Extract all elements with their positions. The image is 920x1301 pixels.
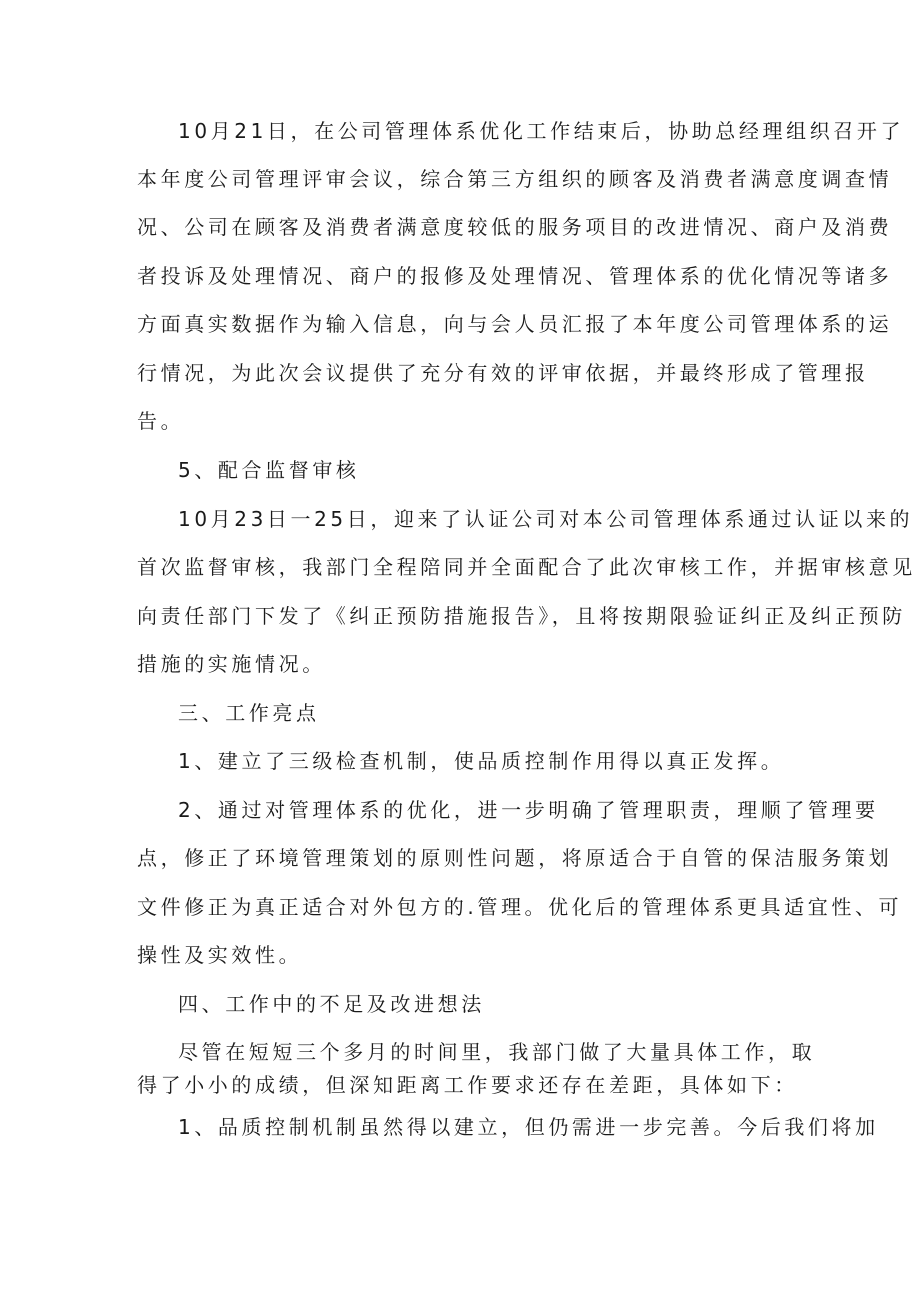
paragraph-line: 者投诉及处理情况、商户的报修及处理情况、管理体系的优化情况等诸多 bbox=[137, 264, 893, 288]
paragraph-line: 行情况，为此次会议提供了充分有效的评审依据，并最终形成了管理报 bbox=[137, 361, 869, 385]
paragraph-line: 尽管在短短三个多月的时间里，我部门做了大量具体工作，取 bbox=[178, 1040, 816, 1064]
paragraph-line: 文件修正为真正适合对外包方的.管理。优化后的管理体系更具适宜性、可 bbox=[137, 895, 903, 919]
paragraph-line: 方面真实数据作为输入信息，向与会人员汇报了本年度公司管理体系的运 bbox=[137, 312, 893, 336]
paragraph-line: 告。 bbox=[137, 409, 185, 433]
paragraph-line: 况、公司在顾客及消费者满意度较低的服务项目的改进情况、商户及消费 bbox=[137, 215, 893, 239]
paragraph-line: 操性及实效性。 bbox=[137, 943, 303, 967]
paragraph-line: 1、品质控制机制虽然得以建立，但仍需进一步完善。今后我们将加 bbox=[178, 1115, 879, 1139]
paragraph-line: 首次监督审核，我部门全程陪同并全面配合了此次审核工作，并据审核意见 bbox=[137, 555, 916, 579]
paragraph-line: 1、建立了三级检查机制，使品质控制作用得以真正发挥。 bbox=[178, 749, 785, 773]
paragraph-line: 得了小小的成绩，但深知距离工作要求还存在差距，具体如下： bbox=[137, 1073, 798, 1097]
section-heading: 三、工作亮点 bbox=[178, 701, 320, 725]
paragraph-line: 10月21日，在公司管理体系优化工作结束后，协助总经理组织召开了 bbox=[178, 119, 905, 143]
section-heading: 5、配合监督审核 bbox=[178, 458, 360, 482]
paragraph-line: 措施的实施情况。 bbox=[137, 652, 326, 676]
paragraph-line: 向责任部门下发了《纠正预防措施报告》，且将按期限验证纠正及纠正预防 bbox=[137, 604, 906, 628]
paragraph-line: 2、通过对管理体系的优化，进一步明确了管理职责，理顺了管理要 bbox=[178, 798, 879, 822]
paragraph-line: 10月23日一25日，迎来了认证公司对本公司管理体系通过认证以来的 bbox=[178, 507, 914, 531]
paragraph-line: 点，修正了环境管理策划的原则性问题，将原适合于自管的保洁服务策划 bbox=[137, 846, 893, 870]
section-heading: 四、工作中的不足及改进想法 bbox=[178, 992, 485, 1016]
paragraph-line: 本年度公司管理评审会议，综合第三方组织的顾客及消费者满意度调查情 bbox=[137, 167, 893, 191]
